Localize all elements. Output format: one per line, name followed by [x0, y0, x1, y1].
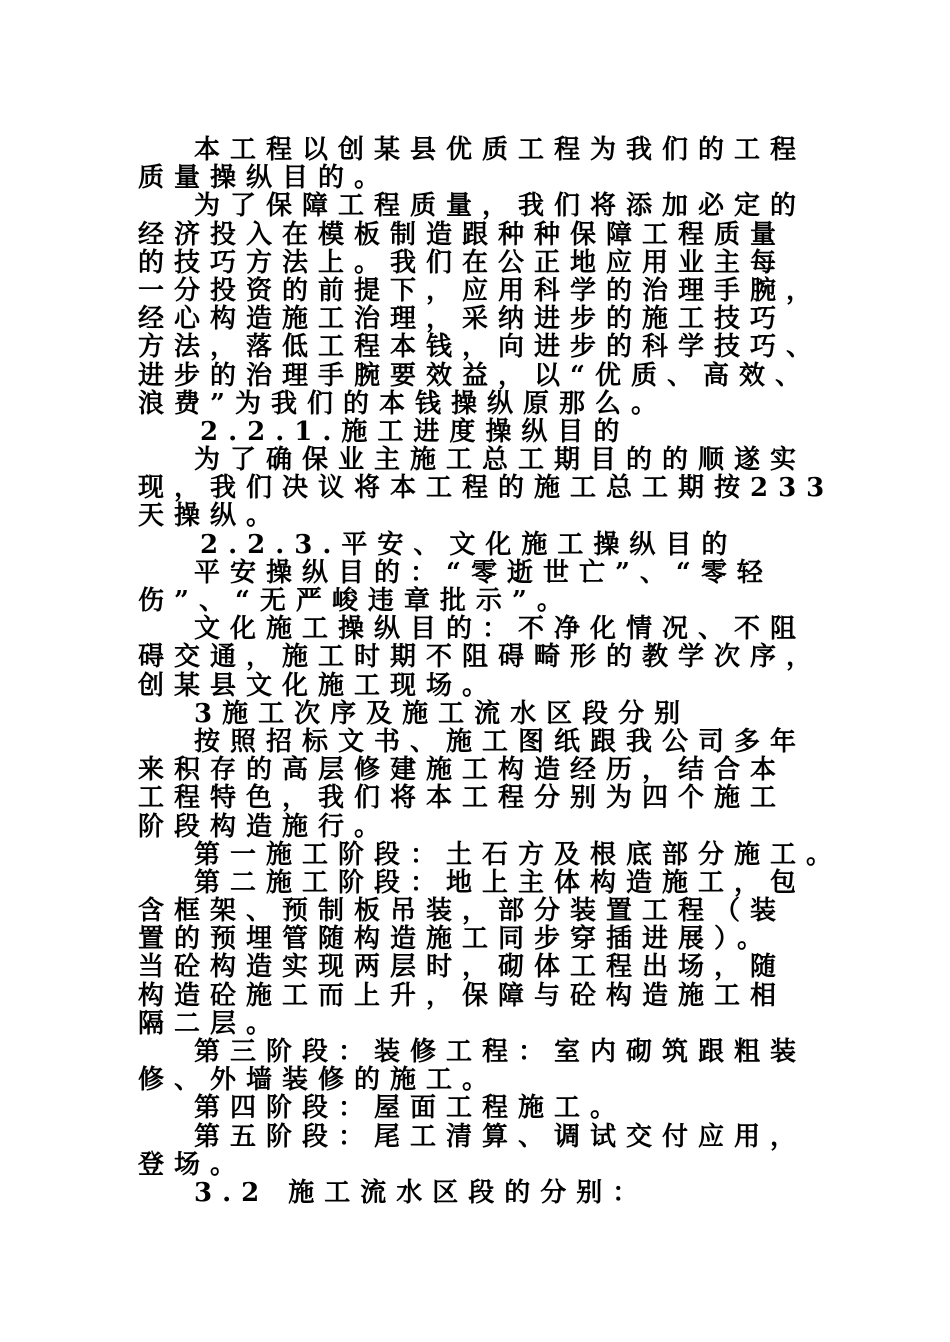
text-line: 的技巧方法上。我们在公正地应用业主每 [138, 247, 787, 278]
text-line: 修、外墙装修的施工。 [138, 1065, 499, 1096]
text-line: 第三阶段：装修工程：室内砌筑跟粗装 [194, 1037, 807, 1067]
text-line: 隔二层。 [138, 1008, 283, 1039]
text-line: 伤”、“无严峻违章批示”。 [138, 586, 573, 616]
section-heading: 3.2 施工流水区段的分别： [194, 1177, 649, 1208]
text-line: 现，我们决议将本工程的施工总工期按233 [138, 473, 835, 504]
text-line: 碍交通，施工时期不阻碍畸形的教学次序， [138, 642, 823, 673]
text-line: 经心构造施工治理，采纳进步的施工技巧 [138, 304, 787, 335]
text-line: 来积存的高层修建施工构造经历，结合本 [138, 755, 787, 786]
text-line: 第二施工阶段：地上主体构造施工，包 [194, 867, 807, 898]
text-line: 创某县文化施工现场。 [138, 670, 499, 701]
text-line: 平安操纵目的：“零逝世亡”、“零轻 [194, 557, 773, 588]
text-line: 本工程以创某县优质工程为我们的工程 [194, 135, 807, 165]
text-line: 浪费”为我们的本钱操纵原那么。 [138, 388, 667, 419]
text-line: 构造砼施工而上升，保障与砼构造施工相 [138, 980, 787, 1011]
document-body [138, 135, 843, 1208]
section-heading: 2.2.1.施工进度操纵目的 [200, 416, 630, 447]
text-line: 登场。 [138, 1149, 247, 1180]
text-line: 按照招标文书、施工图纸跟我公司多年 [194, 726, 807, 757]
text-line: 为了保障工程质量，我们将添加必定的 [194, 191, 807, 222]
text-line: 当砼构造实现两层时，砌体工程出场，随 [138, 952, 787, 983]
text-line: 天操纵。 [138, 501, 283, 532]
text-line: 质量操纵目的。 [138, 163, 391, 194]
text-line: 置的预埋管随构造施工同步穿插进展）。 [138, 924, 774, 955]
text-line: 文化施工操纵目的：不净化情况、不阻 [194, 614, 807, 645]
text-line: 阶段构造施行。 [138, 811, 391, 842]
text-line: 进步的治理手腕要效益，以“优质、高效、 [138, 360, 811, 391]
text-line: 为了确保业主施工总工期目的的顺遂实 [194, 445, 807, 476]
text-line: 方法，落低工程本钱，向进步的科学技巧、 [138, 332, 823, 363]
text-line: 经济投入在模板制造跟种种保障工程质量 [138, 219, 787, 250]
section-heading: 3施工次序及施工流水区段分别 [194, 698, 691, 729]
section-heading: 2.2.3.平安、文化施工操纵目的 [200, 529, 738, 560]
text-line: 第五阶段：尾工清算、调试交付应用， [194, 1121, 807, 1152]
text-line: 第一施工阶段：土石方及根底部分施工。 [194, 839, 843, 870]
text-line: 一分投资的前提下，应用科学的治理手腕， [138, 275, 823, 306]
text-line: 含框架、预制板吊装，部分装置工程（装 [138, 896, 787, 927]
text-line: 工程特色，我们将本工程分别为四个施工 [138, 783, 787, 814]
text-line: 第四阶段：屋面工程施工。 [194, 1093, 627, 1124]
